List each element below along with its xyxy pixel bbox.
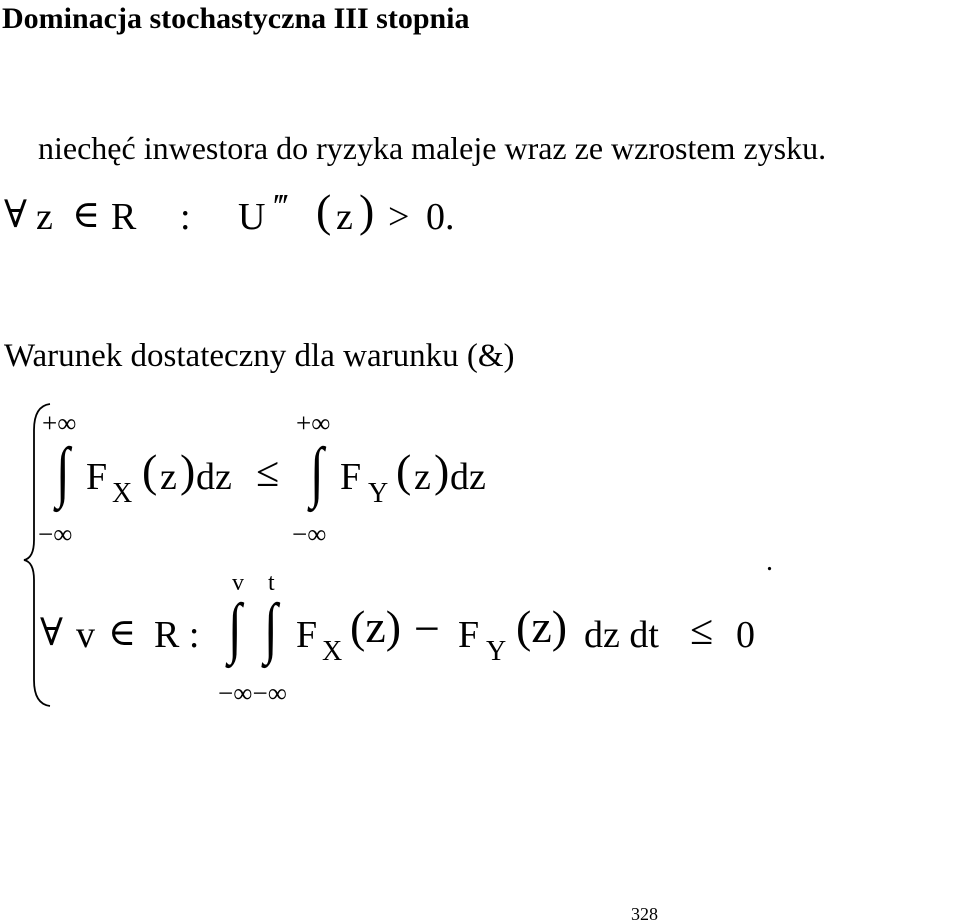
fx-symbol: F [86,456,108,498]
dz-dt-text: dz dt [584,614,659,656]
upper-limit-v: v [232,570,244,596]
greater-than-symbol: > [388,196,410,238]
integral-icon-right: ∫ [310,433,324,509]
condition-set: R [111,196,137,238]
fy-symbol: F [458,614,480,656]
forall-symbol: ∀ [40,612,63,654]
left-paren: ( [316,185,332,236]
integral-icon-inner: ∫ [264,589,278,665]
leq-symbol: ≤ [690,608,714,654]
triple-prime: ‴ [274,188,289,225]
condition-var: z [36,196,53,238]
lower-limits: −∞−∞ [218,678,287,708]
lower-limit: −∞ [38,519,73,549]
left-paren-2: ( [396,445,412,496]
dz-text-2: dz [450,456,486,498]
upper-limit-t: t [268,570,275,596]
right-paren: ) [180,445,196,496]
intro-text: niechęć inwestora do ryzyka maleje wraz ze wzrostem zysku. [38,130,827,166]
system-trailing-dot: . [766,546,773,577]
page-number: 328 [631,904,658,924]
element-of-symbol: ∈ [72,194,101,236]
curly-brace-icon [20,400,60,710]
condition-func: U [238,196,266,238]
right-paren-2: ) [434,445,450,496]
left-paren: ( [142,445,158,496]
fy-subscript: Y [486,636,507,667]
condition-arg: z [336,196,353,238]
fx-subscript: X [112,478,133,509]
fy-argument: (z) [516,601,568,652]
condition-colon: : [180,196,191,238]
z-var: z [160,456,177,498]
fx-symbol: F [296,614,318,656]
fy-subscript: Y [368,478,389,509]
set-r: R : [154,614,200,656]
minus-symbol: − [414,603,440,654]
leq-symbol: ≤ [256,450,280,496]
zero-value: 0 [736,614,755,656]
condition-value: 0. [426,196,455,238]
dz-text: dz [196,456,232,498]
right-paren: ) [359,185,375,236]
upper-limit: +∞ [42,408,77,438]
sufficient-condition-label: Warunek dostateczny dla warunku (&) [4,338,515,374]
fx-argument: (z) [350,601,402,652]
upper-limit-right: +∞ [296,408,331,438]
element-of-symbol: ∈ [108,612,137,654]
v-var: v [76,614,95,656]
integral-icon: ∫ [56,433,70,509]
forall-symbol: ∀ [4,194,27,236]
fy-symbol: F [340,456,362,498]
z-var-2: z [414,456,431,498]
fx-subscript: X [322,636,343,667]
page-title: Dominacja stochastyczna III stopnia [2,2,470,35]
lower-limit-right: −∞ [292,519,327,549]
integral-icon: ∫ [228,589,242,665]
